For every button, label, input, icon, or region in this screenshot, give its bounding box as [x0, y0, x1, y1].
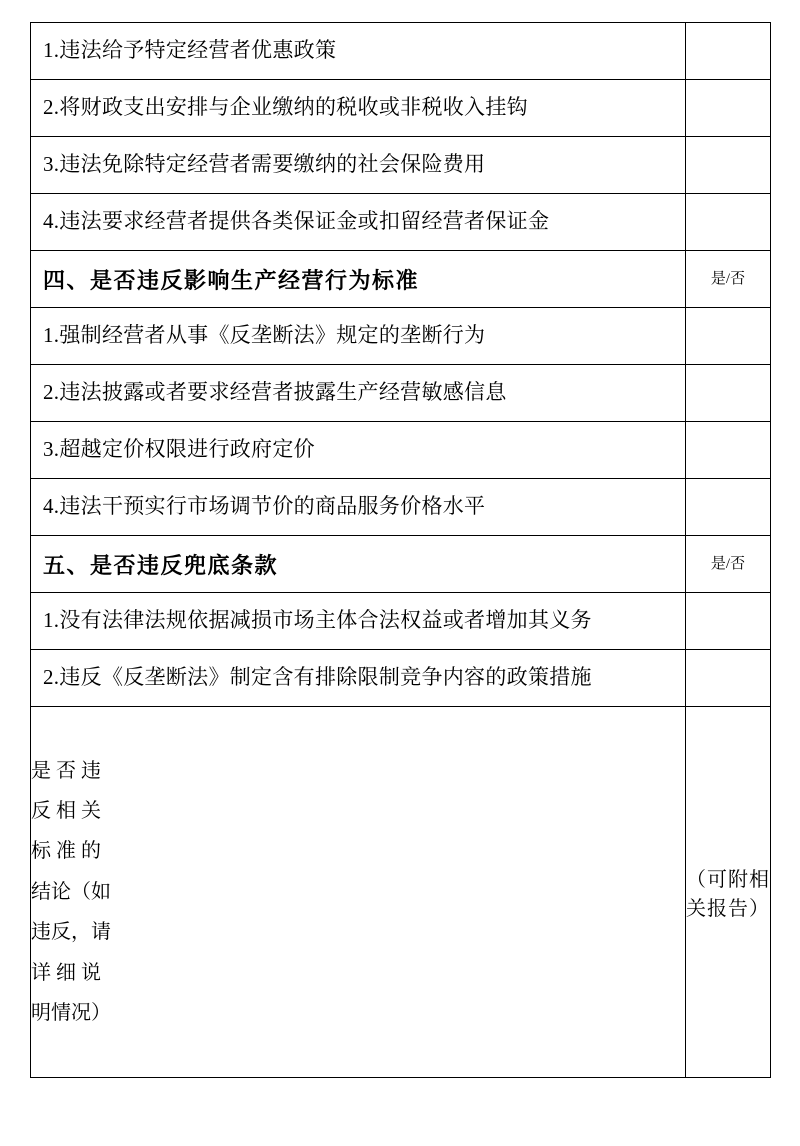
table-row: [31, 593, 771, 650]
row-text: 2.将财政支出安排与企业缴纳的税收或非税收入挂钩: [31, 80, 686, 137]
table-section-row: [31, 536, 771, 593]
conclusion-content-area[interactable]: [686, 707, 771, 1078]
table-row: [31, 308, 771, 365]
row-text: 4.违法要求经营者提供各类保证金或扣留经营者保证金: [31, 194, 686, 251]
table-row: [31, 650, 771, 707]
table-row: [31, 479, 771, 536]
table-row: [31, 365, 771, 422]
row-yesno-cell[interactable]: [686, 308, 771, 365]
table-row: [31, 137, 771, 194]
row-text: 3.超越定价权限进行政府定价: [31, 422, 686, 479]
conclusion-label-line: 反 相 关: [31, 800, 101, 823]
row-text: 2.违法披露或者要求经营者披露生产经营敏感信息: [31, 365, 686, 422]
row-text: 2.违反《反垄断法》制定含有排除限制竞争内容的政策措施: [31, 650, 686, 707]
row-yesno-cell[interactable]: [686, 137, 771, 194]
row-yesno-cell[interactable]: [686, 593, 771, 650]
conclusion-label-line: 标 准 的: [31, 840, 101, 863]
row-yesno-cell[interactable]: [686, 23, 771, 80]
table-row: [31, 422, 771, 479]
section-title: 四、是否违反影响生产经营行为标准: [31, 251, 686, 308]
conclusion-label-line: 结论（如: [31, 880, 111, 903]
row-yesno-cell[interactable]: [686, 194, 771, 251]
table-row: [31, 194, 771, 251]
row-text: 1.强制经营者从事《反垄断法》规定的垄断行为: [31, 308, 686, 365]
section-yesno-header: 是/否: [686, 536, 771, 593]
row-text: 1.违法给予特定经营者优惠政策: [31, 23, 686, 80]
row-yesno-cell[interactable]: [686, 365, 771, 422]
conclusion-note: （可附相关报告）: [686, 869, 770, 920]
table-row: [31, 80, 771, 137]
section-title: 五、是否违反兜底条款: [31, 536, 686, 593]
conclusion-label-line: 违反，请: [31, 921, 111, 944]
section-yesno-header: 是/否: [686, 251, 771, 308]
row-yesno-cell[interactable]: [686, 650, 771, 707]
conclusion-label-line: 是 否 违: [31, 759, 101, 782]
row-text: 3.违法免除特定经营者需要缴纳的社会保险费用: [31, 137, 686, 194]
row-text: 4.违法干预实行市场调节价的商品服务价格水平: [31, 479, 686, 536]
row-yesno-cell[interactable]: [686, 422, 771, 479]
conclusion-row: [31, 707, 771, 1078]
row-text: 1.没有法律法规依据减损市场主体合法权益或者增加其义务: [31, 593, 686, 650]
table-body: [31, 23, 771, 1078]
conclusion-label-line: 详 细 说: [31, 961, 101, 984]
row-yesno-cell[interactable]: [686, 479, 771, 536]
table-section-row: [31, 251, 771, 308]
review-form-table: [30, 22, 771, 1078]
row-yesno-cell[interactable]: [686, 80, 771, 137]
table-row: [31, 23, 771, 80]
conclusion-label-line: 明情况）: [31, 1001, 111, 1024]
conclusion-label: [31, 707, 686, 1078]
